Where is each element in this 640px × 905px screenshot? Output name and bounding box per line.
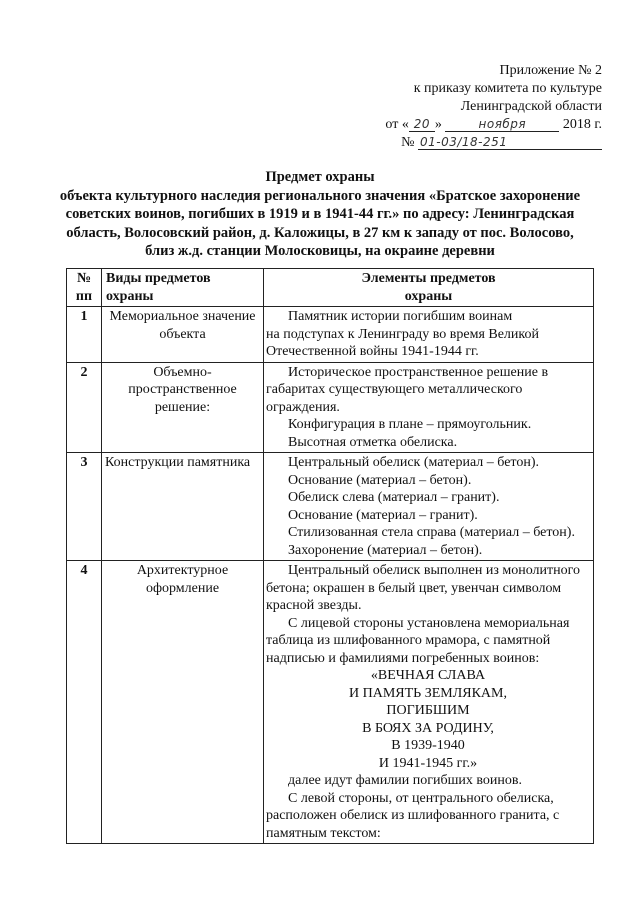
appendix-line-1: Приложение № 2	[499, 63, 602, 78]
table-header-row	[67, 269, 594, 307]
document-title	[28, 168, 612, 261]
header-kind: Виды предметов охраны	[102, 269, 264, 307]
title-line-3: советских воинов, погибших в 1919 и в 1941-44 гг.» по адресу: Ленинградская	[65, 206, 575, 222]
table-row	[67, 362, 594, 453]
row-number: 4	[67, 561, 102, 844]
handwritten-month: ноября	[445, 117, 559, 132]
row-number: 2	[67, 362, 102, 453]
row-elements: Памятник истории погибшим воинам на подступах к Ленинграду во время Великой Отечественной войны 1941-1944 гг.	[264, 307, 594, 363]
handwritten-number: 01-03/18-251	[418, 135, 602, 150]
row-number: 3	[67, 453, 102, 561]
title-line-4: область, Волосовский район, д. Каложицы, в 27 км к западу от пос. Волосово,	[66, 224, 574, 241]
table-row	[67, 561, 594, 844]
row-kind: Мемориальное значение объекта	[102, 307, 264, 363]
table-row	[67, 307, 594, 363]
title-line-5: близ ж.д. станции Молосковицы, на окраине деревни	[145, 243, 495, 259]
title-line-1: Предмет охраны	[265, 169, 375, 185]
appendix-date: от « 20 » ноября 2018 г.	[385, 117, 602, 132]
row-kind: Объемно-пространственное решение:	[102, 362, 264, 453]
row-kind: Архитектурное оформление	[102, 561, 264, 844]
row-elements: Центральный обелиск (материал – бетон). Основание (материал – бетон). Обелиск слева (материал – гранит). Основание (материал – гранит). Стилизованная стела справа (материал – бетон). Захоронение (материал – бетон).	[264, 453, 594, 561]
handwritten-day: 20	[409, 117, 435, 132]
header-num: № пп	[67, 269, 102, 307]
table-row	[67, 453, 594, 561]
appendix-block	[352, 62, 602, 152]
protection-table	[66, 268, 594, 844]
row-elements: Центральный обелиск выполнен из монолитного бетона; окрашен в белый цвет, увенчан символом красной звезды. С лицевой стороны установлена мемориальная таблица из шлифованного мрамора, с памятной надписью и фамилиями погребенных воинов: «ВЕЧНАЯ СЛАВА И ПАМЯТЬ ЗЕМЛЯКАМ, ПОГИБШИМ В БОЯХ ЗА РОДИНУ, В 1939-1940 И 1941-1945 гг.» далее идут фамилии погибших воинов. С левой стороны, от центрального обелиска, расположен обелиск из шлифованного гранита, с памятным текстом:	[264, 561, 594, 844]
appendix-line-2: к приказу комитета по культуре	[413, 81, 602, 96]
memorial-inscription: «ВЕЧНАЯ СЛАВА И ПАМЯТЬ ЗЕМЛЯКАМ, ПОГИБШИМ В БОЯХ ЗА РОДИНУ, В 1939-1940 И 1941-1945 гг.»	[349, 668, 507, 771]
row-kind: Конструкции памятника	[102, 453, 264, 561]
title-line-2: объекта культурного наследия регионального значения «Братское захоронение	[59, 187, 581, 204]
appendix-number: № 01-03/18-251	[352, 134, 602, 152]
row-number: 1	[67, 307, 102, 363]
header-elements: Элементы предметов охраны	[264, 269, 594, 307]
row-elements: Историческое пространственное решение в габаритах существующего металлического ограждения. Конфигурация в плане – прямоугольник. Высотная отметка обелиска.	[264, 362, 594, 453]
appendix-line-3: Ленинградской области	[460, 99, 602, 114]
